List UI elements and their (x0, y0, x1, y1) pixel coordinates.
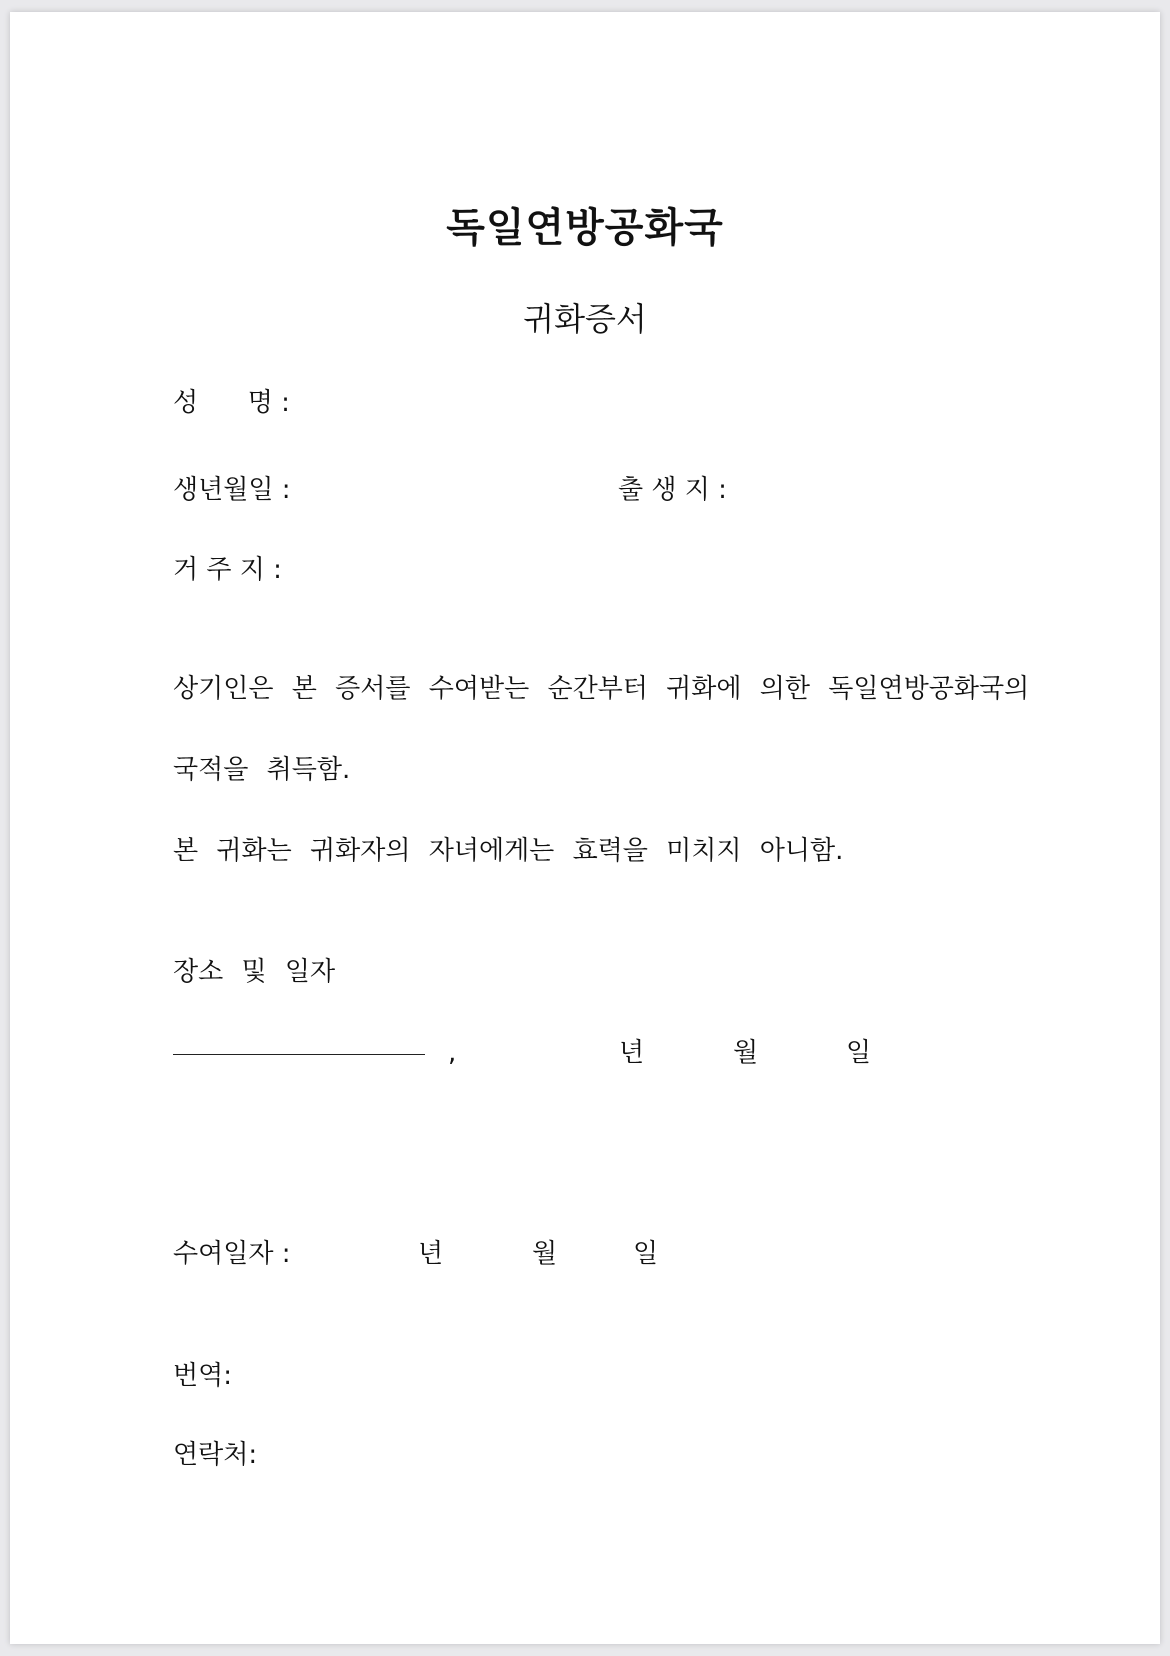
statement-line-3: 본 귀화는 귀화자의 자녀에게는 효력을 미치지 아니함. (173, 836, 844, 866)
birthdate-label: 생년월일 : (173, 475, 291, 505)
place-date-year: 년 (619, 1038, 645, 1068)
issue-date-year: 년 (418, 1239, 444, 1269)
issue-date-day: 일 (633, 1239, 659, 1269)
statement-line-2: 국적을 취득함. (173, 755, 351, 785)
country-title: 독일연방공화국 (446, 205, 724, 251)
issue-date-month: 월 (532, 1239, 558, 1269)
place-date-month: 월 (733, 1038, 759, 1068)
translation-label: 번역: (173, 1361, 232, 1391)
residence-label: 거 주 지 : (173, 555, 282, 585)
issue-date-label: 수여일자 : (173, 1239, 291, 1269)
contact-label: 연락처: (173, 1440, 258, 1470)
document-title: 귀화증서 (523, 300, 647, 338)
birthplace-label: 출 생 지 : (618, 475, 727, 505)
place-date-day: 일 (846, 1038, 872, 1068)
place-date-label: 장소 및 일자 (173, 957, 336, 987)
place-date-comma: , (448, 1038, 457, 1068)
document-page (10, 12, 1160, 1644)
statement-line-1: 상기인은 본 증서를 수여받는 순간부터 귀화에 의한 독일연방공화국의 (173, 674, 1030, 704)
place-blank-line (173, 1054, 425, 1055)
name-label: 성 명 : (173, 388, 290, 418)
